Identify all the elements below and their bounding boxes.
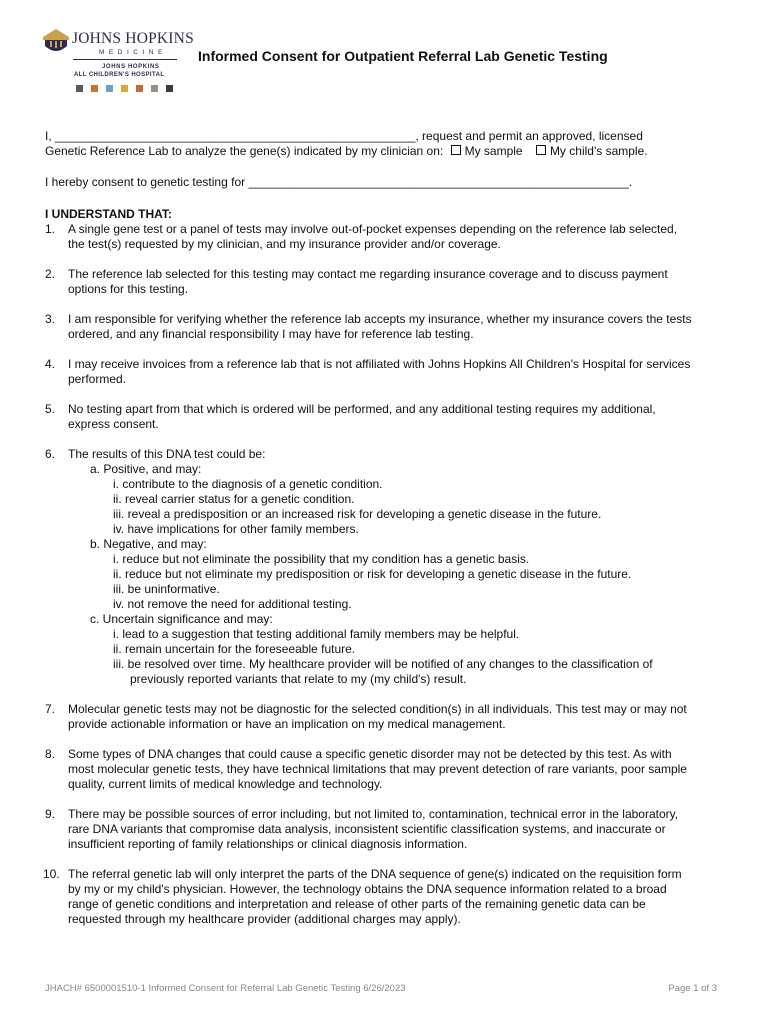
item-text: most molecular genetic tests, they have technical limitations that may prevent detection of rare variants, poor sample	[68, 762, 687, 776]
list-item	[45, 312, 725, 342]
logo-name: JOHNS HOPKINS	[72, 30, 194, 47]
item-number: 3.	[45, 312, 56, 326]
item-text: requested through my healthcare provider (additional charges may apply).	[68, 912, 461, 926]
intro-line-2-text: Genetic Reference Lab to analyze the gene(s) indicated by my clinician on:	[45, 144, 444, 158]
item-text: Some types of DNA changes that could cause a specific genetic disorder may not be detected by this test. As with	[68, 747, 672, 761]
item-text: insufficient reporting of family relationships or clinical diagnosis information.	[68, 837, 468, 851]
item-number: 7.	[45, 702, 56, 716]
sub-item: iv. have implications for other family members.	[113, 522, 359, 536]
item-number: 6.	[45, 447, 56, 461]
logo-line-2: ALL CHILDREN'S HOSPITAL	[74, 72, 165, 78]
shield-dome-icon	[42, 28, 70, 56]
list-item	[45, 447, 725, 687]
item-text: A single gene test or a panel of tests may involve out-of-pocket expenses depending on the reference lab selected,	[68, 222, 678, 236]
sub-item: i. reduce but not eliminate the possibility that my condition has a genetic basis.	[113, 552, 530, 566]
item-text: quality, current limits of medical knowledge and technology.	[68, 777, 383, 791]
item-text: options for this testing.	[68, 282, 189, 296]
color-swatch	[121, 85, 128, 92]
item-text: There may be possible sources of error including, but not limited to, contamination, technical error in the laboratory,	[68, 807, 679, 821]
list-item	[45, 222, 725, 252]
sub-item: iii. be uninformative.	[113, 582, 220, 596]
item-text: by my or my child's physician. However, the technology obtains the DNA sequence information related to a broad	[68, 882, 667, 896]
list-item	[45, 747, 725, 792]
child-sample-label: My child's sample.	[549, 144, 648, 158]
item-text: express consent.	[68, 417, 159, 431]
sub-heading: c. Uncertain significance and may:	[90, 612, 273, 626]
color-swatch	[136, 85, 143, 92]
item-text: The reference lab selected for this testing may contact me regarding insurance coverage and to discuss payment	[68, 267, 668, 281]
sub-heading: b. Negative, and may:	[90, 537, 207, 551]
item-text: performed.	[68, 372, 127, 386]
logo-line-1: JOHNS HOPKINS	[102, 64, 160, 70]
sub-item: ii. remain uncertain for the foreseeable future.	[113, 642, 356, 656]
list-item	[45, 267, 725, 297]
sub-item: i. lead to a suggestion that testing additional family members may be helpful.	[113, 627, 520, 641]
item-text: the test(s) requested by my clinician, and my insurance provider and/or coverage.	[68, 237, 501, 251]
item-text: The results of this DNA test could be:	[68, 447, 266, 461]
footer-document-id: JHACH# 6500001510-1 Informed Consent for Referral Lab Genetic Testing 6/26/2023	[45, 983, 406, 994]
item-number: 10.	[43, 867, 60, 881]
item-text: Molecular genetic tests may not be diagnostic for the selected condition(s) in all individuals. This test may or may not	[68, 702, 687, 716]
list-item	[45, 702, 725, 732]
item-text: The referral genetic lab will only interpret the parts of the DNA sequence of gene(s) indicated on the requisition form	[68, 867, 682, 881]
consent-items-list	[45, 222, 725, 927]
my-sample-label: My sample	[464, 144, 523, 158]
item-text: No testing apart from that which is ordered will be performed, and any additional testing requires my additional,	[68, 402, 656, 416]
page-footer	[45, 983, 717, 994]
item-text: provide actionable information or have an implication on my medical management.	[68, 717, 506, 731]
document-body	[45, 129, 725, 927]
document-title: Informed Consent for Outpatient Referral Lab Genetic Testing	[198, 48, 608, 64]
brand-color-swatches	[76, 85, 181, 92]
sub-item: iii. be resolved over time. My healthcare provider will be notified of any changes to the classification of	[113, 657, 653, 671]
list-item	[45, 867, 725, 927]
item-number: 1.	[45, 222, 56, 236]
color-swatch	[106, 85, 113, 92]
consent-line: I hereby consent to genetic testing for _________________________________________________________.	[45, 175, 633, 189]
color-swatch	[151, 85, 158, 92]
item-number: 9.	[45, 807, 56, 821]
sub-item: iii. reveal a predisposition or an increased risk for developing a genetic disease in the future.	[113, 507, 602, 521]
page-number: Page 1 of 3	[668, 983, 717, 994]
item-text: I may receive invoices from a reference lab that is not affiliated with Johns Hopkins All Children's Hospital for services	[68, 357, 691, 371]
sub-item: i. contribute to the diagnosis of a genetic condition.	[113, 477, 383, 491]
item-text: I am responsible for verifying whether the reference lab accepts my insurance, whether my insurance covers the tests	[68, 312, 692, 326]
list-item	[45, 807, 725, 852]
color-swatch	[166, 85, 173, 92]
section-heading: I UNDERSTAND THAT:	[45, 207, 172, 221]
item-text: rare DNA variants that compromise data analysis, inconsistent scientific classification systems, and inaccurate or	[68, 822, 666, 836]
sub-item: iv. not remove the need for additional testing.	[113, 597, 352, 611]
item-number: 8.	[45, 747, 56, 761]
logo-subtitle: MEDICINE	[99, 49, 167, 56]
item-number: 2.	[45, 267, 56, 281]
list-item	[45, 357, 725, 387]
color-swatch	[76, 85, 83, 92]
item-number: 4.	[45, 357, 56, 371]
my-sample-checkbox[interactable]	[451, 145, 461, 155]
intro-line-1: I, ______________________________________________________, request and permit an approved, licensed	[45, 129, 643, 143]
intro-line-2	[45, 144, 725, 159]
list-item	[45, 402, 725, 432]
sub-item: ii. reduce but not eliminate my predisposition or risk for developing a genetic disease in the future.	[113, 567, 632, 581]
sub-heading: a. Positive, and may:	[90, 462, 202, 476]
color-swatch	[91, 85, 98, 92]
sub-item: ii. reveal carrier status for a genetic condition.	[113, 492, 355, 506]
sub-item-continuation: previously reported variants that relate to my (my child's) result.	[130, 672, 467, 686]
child-sample-checkbox[interactable]	[536, 145, 546, 155]
item-text: ordered, and any financial responsibility I may have for reference lab testing.	[68, 327, 474, 341]
item-number: 5.	[45, 402, 56, 416]
logo-divider	[73, 59, 177, 60]
item-text: range of genetic conditions and interpretation and release of other parts of the remaining genetic data can be	[68, 897, 646, 911]
